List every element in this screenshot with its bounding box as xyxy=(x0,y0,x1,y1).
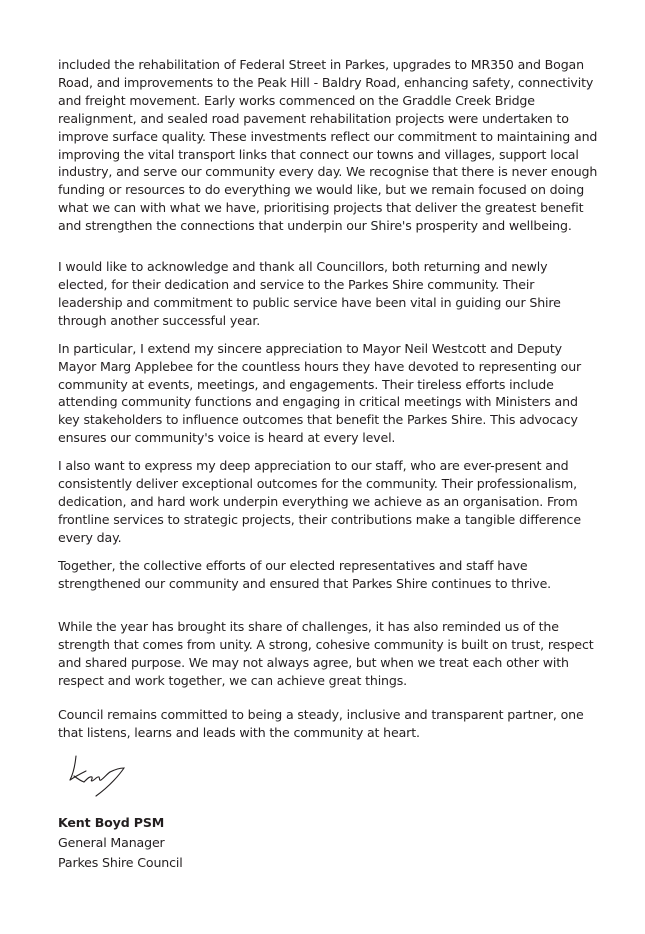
paragraph-staff: I also want to express my deep appreciation to our staff, who are ever-present and consistently deliver exceptional outcomes for the community. Their professionalism, dedication, and hard work underpin everything we achieve as an organisation. From frontline services to strategic projects, their contributions make a tangible difference every day. xyxy=(58,458,581,545)
paragraph-councillors: I would like to acknowledge and thank all Councillors, both returning and newly elected, for their dedication and service to the Parkes Shire community. Their leadership and commitment to public service have been vital in guiding our Shire through another successful year. xyxy=(58,259,561,328)
signatory-name: Kent Boyd PSM xyxy=(58,815,165,830)
paragraph-roads: included the rehabilitation of Federal Street in Parkes, upgrades to MR350 and Bogan Road, and improvements to the Peak Hill - Baldry Road, enhancing safety, connectivity and freight movement. Early works commenced on the Graddle Creek Bridge realignment, and sealed road pavement rehabilitation projects were undertaken to improve surface quality. These investments reflect our commitment to maintaining and improving the vital transport links that connect our towns and villages, support local industry, and serve our community every day. We recognise that there is never enough funding or resources to do everything we would like, but we remain focused on doing what we can with what we have, prioritising projects that deliver the greatest benefit and strengthen the connections that underpin our Shire's prosperity and wellbeing. xyxy=(58,57,598,234)
paragraph-commitment: Council remains committed to being a steady, inclusive and transparent partner, one that listens, learns and leads with the community at heart. xyxy=(58,707,584,740)
handwritten-signature xyxy=(64,752,130,802)
signatory-title: General Manager xyxy=(58,835,165,850)
paragraph-mayor: In particular, I extend my sincere appreciation to Mayor Neil Westcott and Deputy Mayor Marg Applebee for the countless hours they have devoted to representing our community at events, meetings, and engagements. Their tireless efforts include attending community functions and engaging in critical meetings with Ministers and key stakeholders to influence outcomes that benefit the Parkes Shire. This advocacy ensures our community's voice is heard at every level. xyxy=(58,340,582,446)
paragraph-challenges: While the year has brought its share of challenges, it has also reminded us of the strength that comes from unity. A strong, cohesive community is built on trust, respect and shared purpose. We may not always agree, but when we treat each other with respect and work together, we can achieve great things. xyxy=(58,619,594,689)
signoff-block xyxy=(58,813,183,873)
letter-body xyxy=(58,56,598,742)
signatory-organisation: Parkes Shire Council xyxy=(58,855,183,870)
paragraph-together: Together, the collective efforts of our elected representatives and staff have strengthened our community and ensured that Parkes Shire continues to thrive. xyxy=(58,557,552,591)
